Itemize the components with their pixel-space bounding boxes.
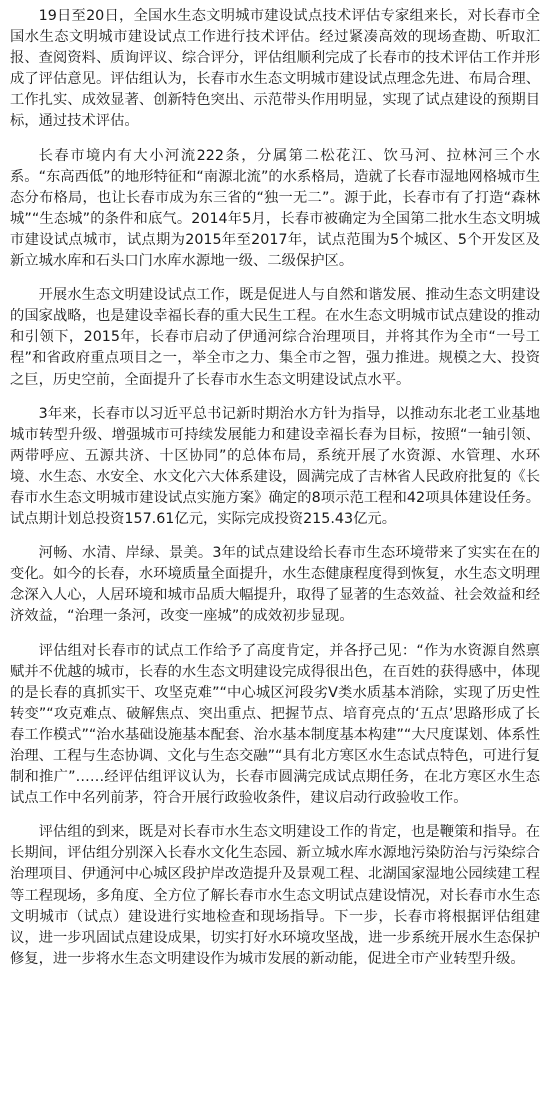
paragraph-three-years: 3年来，长春市以习近平总书记新时期治水方针为指导，以推动东北老工业基地城市转型升级、增强城市可持续发展能力和建设幸福长春为目标，按照“一轴引领、两带呼应、五源共济、十区协同”的总体布局，系统开展了水资源、水管理、水环境、水生态、水安全、水文化六大体系建设，圆满完成了吉林省人民政府批复的《长春市水生态文明城市建设试点实施方案》确定的8项示范工程和42项具体建设任务。试点期计划总投资157.61亿元，实际完成投资215.43亿元。: [10, 405, 540, 528]
paragraph-next-steps: 评估组的到来，既是对长春市水生态文明建设工作的肯定，也是鞭策和指导。在长期间，评估组分别深入长春水文化生态园、新立城水库水源地污染防治与污染综合治理项目、伊通河中心城区段护岸改造提升及景观工程、北湖国家湿地公园续建工程等工程现场，多角度、全方位了解长春市水生态文明试点建设情况，对长春市水生态文明城市（试点）建设进行实地检查和现场指导。下一步，长春市将根据评估组建议，进一步巩固试点建设成果，切实打好水环境攻坚战，进一步系统开展水生态保护修复，进一步将水生态文明建设作为城市发展的新动能，促进全市产业转型升级。: [10, 824, 540, 967]
paragraph-pilot-launch: 开展水生态文明建设试点工作，既是促进人与自然和谐发展、推动生态文明建设的国家战略，也是建设幸福长春的重大民生工程。在水生态文明城市试点建设的推动和引领下，2015年，长春市启动了伊通河综合治理项目，并将其作为全市“一号工程”和省政府重点项目之一，举全市之力、集全市之智，强力推进。规模之大、投资之巨，历史空前，全面提升了长春市水生态文明建设试点水平。: [10, 287, 540, 388]
paragraph-evaluation-intro: 19日至20日，全国水生态文明城市建设试点技术评估专家组来长，对长春市全国水生态文明城市建设试点工作进行技术评估。经过紧凑高效的现场查勘、听取汇报、查阅资料、质询评议、综合评分，评估组顺利完成了长春市的技术评估工作并形成了评估意见。评估组认为，长春市水生态文明城市建设试点理念先进、布局合理、工作扎实、成效显著、创新特色突出、示范带头作用明显，实现了试点建设的预期目标，通过技术评估。: [10, 8, 540, 130]
paragraph-expert-comments: 评估组对长春市的试点工作给予了高度肯定，并各抒己见：“作为水资源自然禀赋并不优越的城市，长春的水生态文明建设完成得很出色，在百姓的获得感中，体现的是长春的真抓实干、攻坚克难”“中心城区河段劣V类水质基本消除，实现了历史性转变”“攻克难点、破解焦点、突出重点、把握节点、培育亮点的‘五点’思路形成了长春工作模式”“治水基础设施基本配套、治水基本制度基本构建”“大尺度谋划、体系性治理、工程与生态协调、文化与生态交融”“具有北方寒区水生态试点特色，可进行复制和推广”……经评估组评议认为，长春市圆满完成试点期任务，在北方寒区水生态试点工作中名列前茅，符合开展行政验收条件，建议启动行政验收工作。: [10, 642, 541, 807]
paragraph-river-systems: 长春市境内有大小河流222条，分属第二松花江、饮马河、拉林河三个水系。“东高西低”的地形特征和“南源北流”的水系格局，造就了长春市湿地网格城市生态分布格局，也让长春市成为东三省的“独一无二”。源于此，长春市有了打造“森林城”“生态城”的条件和底气。2014年5月，长春市被确定为全国第二批水生态文明城市建设试点城市，试点期为2015年至2017年，试点范围为5个城区、5个开发区及新立城水库和石头口门水库水源地一级、二级保护区。: [10, 147, 541, 270]
paragraph-results: 河畅、水清、岸绿、景美。3年的试点建设给长春市生态环境带来了实实在在的变化。如今的长春，水环境质量全面提升，水生态健康程度得到恢复，水生态文明理念深入人心，人居环境和城市品质大幅提升，取得了显著的生态效益、社会效益和经济效益，“治理一条河，改变一座城”的成效初步显现。: [10, 545, 540, 625]
